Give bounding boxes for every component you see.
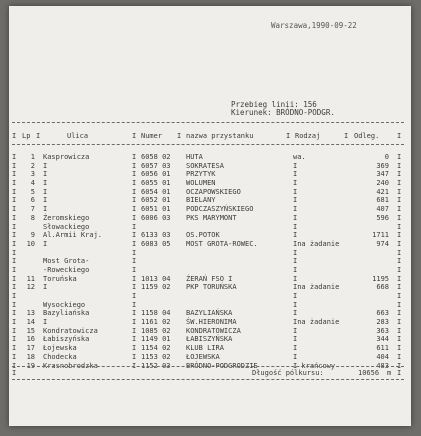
- cell-type: I: [293, 161, 298, 170]
- cell-number: 1149 01: [141, 335, 171, 344]
- cell-street: Kondratowicza: [43, 326, 98, 335]
- cell-stop: PKP TORUŃSKA: [186, 283, 237, 292]
- column-separator: I: [12, 222, 17, 231]
- cell-dist: 240: [376, 179, 389, 188]
- cell-number: 1085 02: [141, 326, 171, 335]
- column-separator: I: [397, 369, 402, 377]
- table-row: [12, 162, 404, 171]
- column-separator: I: [397, 213, 402, 222]
- column-separator: I: [132, 257, 137, 266]
- column-separator: I: [397, 344, 402, 353]
- route-label: Przebieg linii: 156: [231, 100, 317, 109]
- table-row: [12, 309, 404, 318]
- column-separator: I: [12, 274, 17, 283]
- column-separator: I: [397, 187, 402, 196]
- column-separator: I: [132, 283, 137, 292]
- table-row: [12, 266, 404, 275]
- cell-lp: 11: [26, 274, 35, 283]
- cell-number: 6083 05: [141, 239, 171, 248]
- table-row: [12, 170, 404, 179]
- cell-type: I: [293, 292, 298, 300]
- cell-dist: 347: [376, 170, 389, 179]
- total-length-value: 10656: [358, 369, 380, 377]
- total-length-unit: m: [387, 369, 392, 377]
- column-separator: I: [132, 344, 137, 353]
- cell-dist: 344: [376, 335, 389, 344]
- cell-street: Most Grota-: [43, 257, 90, 266]
- cell-stop: BIELANY: [186, 196, 216, 205]
- cell-dist: 1711: [372, 231, 389, 240]
- cell-number: 6051 01: [141, 205, 171, 214]
- column-separator: I: [397, 274, 402, 283]
- cell-street: Chodecka: [43, 352, 77, 361]
- cell-dist: 668: [376, 283, 389, 292]
- column-separator: I: [132, 222, 137, 231]
- column-separator: I: [12, 292, 17, 300]
- cell-dist: 363: [376, 326, 389, 335]
- column-separator: I: [397, 196, 402, 205]
- column-separator: I: [12, 300, 17, 309]
- cell-type: I: [293, 187, 298, 196]
- column-separator: I: [12, 205, 17, 214]
- table-row: [12, 353, 404, 362]
- cell-street: I: [43, 239, 48, 248]
- cell-number: 1152 03: [141, 361, 171, 370]
- cell-street: Toruńska: [43, 274, 77, 283]
- footer-rule: [12, 379, 404, 380]
- total-length-label: Długość pólkursu:: [252, 369, 324, 377]
- table-row: [12, 275, 404, 284]
- column-separator: I: [12, 309, 17, 318]
- cell-type: wa.: [293, 153, 306, 161]
- col-street: Ulica: [67, 132, 89, 140]
- cell-stop: WOLUMEN: [186, 179, 216, 188]
- table-row: [12, 179, 404, 188]
- cell-lp: 9: [30, 231, 35, 240]
- column-separator: I: [397, 248, 402, 257]
- column-separator: I: [132, 300, 137, 309]
- column-separator: I: [397, 205, 402, 214]
- column-separator: I: [397, 283, 402, 292]
- column-separator: I: [397, 132, 402, 140]
- cell-type: I: [293, 205, 298, 214]
- table-row: [12, 344, 404, 353]
- column-separator: I: [397, 153, 402, 161]
- table-row: [12, 214, 404, 223]
- cell-stop: PRZYTYK: [186, 170, 216, 179]
- cell-type: I: [293, 274, 298, 283]
- column-separator: I: [12, 344, 17, 353]
- column-separator: I: [12, 231, 17, 240]
- table-row: [12, 240, 404, 249]
- cell-number: 1159 02: [141, 283, 171, 292]
- cell-lp: 7: [30, 205, 35, 214]
- table-top-rule: [12, 122, 404, 123]
- cell-lp: 15: [26, 326, 35, 335]
- cell-street: I: [43, 170, 48, 179]
- cell-street: I: [43, 196, 48, 205]
- cell-lp: 16: [26, 335, 35, 344]
- cell-stop: PODCZASZYŃSKIEGO: [186, 205, 254, 214]
- cell-dist: 681: [376, 196, 389, 205]
- cell-street: I: [43, 161, 48, 170]
- cell-type: I: [293, 300, 298, 309]
- cell-street: Łabiszyńska: [43, 335, 90, 344]
- cell-type: Ina żadanie: [293, 239, 340, 248]
- cell-street: -Roweckiego: [43, 265, 90, 274]
- cell-number: 6133 03: [141, 231, 171, 240]
- column-separator: I: [12, 239, 17, 248]
- cell-stop: SOKRATESA: [186, 161, 224, 170]
- cell-type: I: [293, 248, 298, 257]
- column-separator: I: [132, 153, 137, 161]
- cell-type: I: [293, 257, 298, 266]
- cell-street: I: [43, 179, 48, 188]
- cell-lp: 12: [26, 283, 35, 292]
- cell-stop: HUTA: [186, 153, 203, 161]
- cell-street: I: [43, 205, 48, 214]
- cell-stop: ŚW.HIERONIMA: [186, 318, 237, 327]
- document-date: Warszawa,1990-09-22: [271, 21, 357, 30]
- cell-stop: OCZAPOWSKIEGO: [186, 187, 241, 196]
- cell-stop: PKS MARYMONT: [186, 213, 237, 222]
- column-separator: I: [12, 318, 17, 327]
- cell-number: 1154 02: [141, 344, 171, 353]
- column-separator: I: [132, 205, 137, 214]
- column-separator: I: [397, 257, 402, 266]
- cell-lp: 1: [30, 153, 35, 161]
- cell-street: Słowackiego: [43, 222, 90, 231]
- cell-number: 6006 03: [141, 213, 171, 222]
- cell-street: I: [43, 187, 48, 196]
- col-distance: Odleg.: [354, 132, 380, 140]
- column-separator: I: [177, 132, 182, 140]
- cell-street: Kasprowicza: [43, 153, 90, 161]
- column-separator: I: [397, 161, 402, 170]
- column-separator: I: [12, 265, 17, 274]
- cell-type: I: [293, 179, 298, 188]
- column-separator: I: [397, 335, 402, 344]
- cell-dist: 283: [376, 318, 389, 327]
- column-separator: I: [12, 283, 17, 292]
- column-separator: I: [132, 352, 137, 361]
- column-separator: I: [132, 179, 137, 188]
- column-separator: I: [132, 318, 137, 327]
- column-separator: I: [132, 265, 137, 274]
- cell-stop: KLUB LIRA: [186, 344, 224, 353]
- cell-lp: 4: [30, 179, 35, 188]
- cell-street: Łojewska: [43, 344, 77, 353]
- cell-type: I: [293, 326, 298, 335]
- cell-number: 6052 01: [141, 196, 171, 205]
- column-separator: I: [132, 326, 137, 335]
- table-row: [12, 196, 404, 205]
- column-separator: I: [12, 352, 17, 361]
- column-separator: I: [132, 213, 137, 222]
- stop-table: [12, 153, 404, 370]
- column-separator: I: [397, 300, 402, 309]
- cell-lp: 6: [30, 196, 35, 205]
- table-bottom-rule: [12, 366, 404, 367]
- cell-stop: BAZYLIAŃSKA: [186, 309, 233, 318]
- table-row: [12, 188, 404, 197]
- cell-stop: BRÓDNO-PODGRODZIE: [186, 361, 258, 370]
- cell-dist: 483: [376, 361, 389, 370]
- cell-dist: 407: [376, 205, 389, 214]
- cell-number: 1161 02: [141, 318, 171, 327]
- column-separator: I: [132, 170, 137, 179]
- table-row: [12, 292, 404, 301]
- table-row: [12, 231, 404, 240]
- column-separator: I: [132, 132, 137, 140]
- cell-dist: 974: [376, 239, 389, 248]
- cell-lp: 13: [26, 309, 35, 318]
- cell-street: I: [43, 318, 48, 327]
- cell-dist: 404: [376, 352, 389, 361]
- column-separator: I: [132, 292, 137, 300]
- cell-type: I: [293, 265, 298, 274]
- column-separator: I: [132, 274, 137, 283]
- column-separator: I: [12, 161, 17, 170]
- cell-lp: 8: [30, 213, 35, 222]
- cell-street: Krasnobrodzka: [43, 361, 98, 370]
- direction-label: Kierunek: BRÓDNO-PODGR.: [231, 108, 335, 117]
- col-type: Rodzaj: [295, 132, 321, 140]
- table-row: [12, 318, 404, 327]
- cell-number: 1158 04: [141, 309, 171, 318]
- cell-stop: ŁOJEWSKA: [186, 352, 220, 361]
- column-separator: I: [12, 153, 17, 161]
- cell-type: I: [293, 222, 298, 231]
- cell-type: I: [293, 170, 298, 179]
- column-separator: I: [12, 132, 17, 140]
- cell-lp: 10: [26, 239, 35, 248]
- column-separator: I: [397, 265, 402, 274]
- cell-lp: 14: [26, 318, 35, 327]
- cell-number: 6058 02: [141, 153, 171, 161]
- cell-type: I: [293, 196, 298, 205]
- column-separator: I: [132, 196, 137, 205]
- cell-stop: ŻERAŃ FSO I: [186, 274, 233, 283]
- cell-street: I: [43, 283, 48, 292]
- cell-dist: 421: [376, 187, 389, 196]
- cell-type: Ina żadanie: [293, 283, 340, 292]
- col-number: Numer: [141, 132, 163, 140]
- column-separator: I: [12, 361, 17, 370]
- cell-type: I: [293, 352, 298, 361]
- column-separator: I: [132, 231, 137, 240]
- cell-type: I: [293, 309, 298, 318]
- column-separator: I: [397, 222, 402, 231]
- column-separator: I: [12, 179, 17, 188]
- column-separator: I: [286, 132, 291, 140]
- cell-street: Al.Armii Kraj.: [43, 231, 103, 240]
- cell-lp: 17: [26, 344, 35, 353]
- cell-type: I krańcowy: [293, 361, 336, 370]
- column-separator: I: [12, 196, 17, 205]
- table-row: [12, 205, 404, 214]
- cell-number: 6057 03: [141, 161, 171, 170]
- column-separator: I: [132, 161, 137, 170]
- table-row: [12, 153, 404, 162]
- table-row: [12, 335, 404, 344]
- cell-dist: 596: [376, 213, 389, 222]
- cell-lp: 19: [26, 361, 35, 370]
- cell-stop: MOST GROTA-ROWEC.: [186, 239, 258, 248]
- cell-number: 1153 02: [141, 352, 171, 361]
- cell-street: Bazyliańska: [43, 309, 90, 318]
- table-row: [12, 223, 404, 232]
- cell-number: 6054 01: [141, 187, 171, 196]
- cell-stop: KONDRATOWICZA: [186, 326, 241, 335]
- column-separator: I: [12, 369, 17, 377]
- column-separator: I: [132, 335, 137, 344]
- cell-type: I: [293, 335, 298, 344]
- column-separator: I: [397, 231, 402, 240]
- cell-stop: OS.POTOK: [186, 231, 220, 240]
- column-separator: I: [12, 248, 17, 257]
- column-separator: I: [397, 239, 402, 248]
- column-separator: I: [397, 179, 402, 188]
- cell-lp: 2: [30, 161, 35, 170]
- column-separator: I: [397, 292, 402, 300]
- column-separator: I: [12, 187, 17, 196]
- column-separator: I: [397, 309, 402, 318]
- column-separator: I: [132, 239, 137, 248]
- column-separator: I: [344, 132, 349, 140]
- column-separator: I: [132, 309, 137, 318]
- cell-type: I: [293, 344, 298, 353]
- cell-dist: 369: [376, 161, 389, 170]
- column-separator: I: [397, 352, 402, 361]
- column-separator: I: [12, 335, 17, 344]
- cell-dist: 1195: [372, 274, 389, 283]
- column-separator: I: [397, 361, 402, 370]
- cell-lp: 3: [30, 170, 35, 179]
- column-separator: I: [12, 257, 17, 266]
- cell-number: 6055 01: [141, 179, 171, 188]
- column-separator: I: [12, 213, 17, 222]
- cell-type: I: [293, 231, 298, 240]
- cell-lp: 5: [30, 187, 35, 196]
- column-separator: I: [36, 132, 41, 140]
- column-separator: I: [397, 326, 402, 335]
- col-lp: Lp: [22, 132, 31, 140]
- cell-stop: ŁABISZYŃSKA: [186, 335, 233, 344]
- cell-dist: 663: [376, 309, 389, 318]
- column-separator: I: [132, 248, 137, 257]
- cell-dist: 611: [376, 344, 389, 353]
- cell-type: Ina żadanie: [293, 318, 340, 327]
- cell-number: 6056 01: [141, 170, 171, 179]
- cell-type: I: [293, 213, 298, 222]
- column-separator: I: [132, 187, 137, 196]
- table-row: [12, 249, 404, 258]
- column-separator: I: [12, 170, 17, 179]
- table-row: [12, 257, 404, 266]
- cell-number: 1013 04: [141, 274, 171, 283]
- column-separator: I: [132, 361, 137, 370]
- column-separator: I: [397, 318, 402, 327]
- table-row: [12, 283, 404, 292]
- cell-street: Wysockiego: [43, 300, 86, 309]
- cell-street: Żeromskiego: [43, 213, 90, 222]
- cell-dist: 0: [384, 153, 389, 161]
- document-page: [9, 6, 411, 426]
- cell-lp: 18: [26, 352, 35, 361]
- column-separator: I: [397, 170, 402, 179]
- col-stop-name: nazwa przystanku: [186, 132, 254, 140]
- column-separator: I: [12, 326, 17, 335]
- header-bottom-rule: [12, 144, 404, 145]
